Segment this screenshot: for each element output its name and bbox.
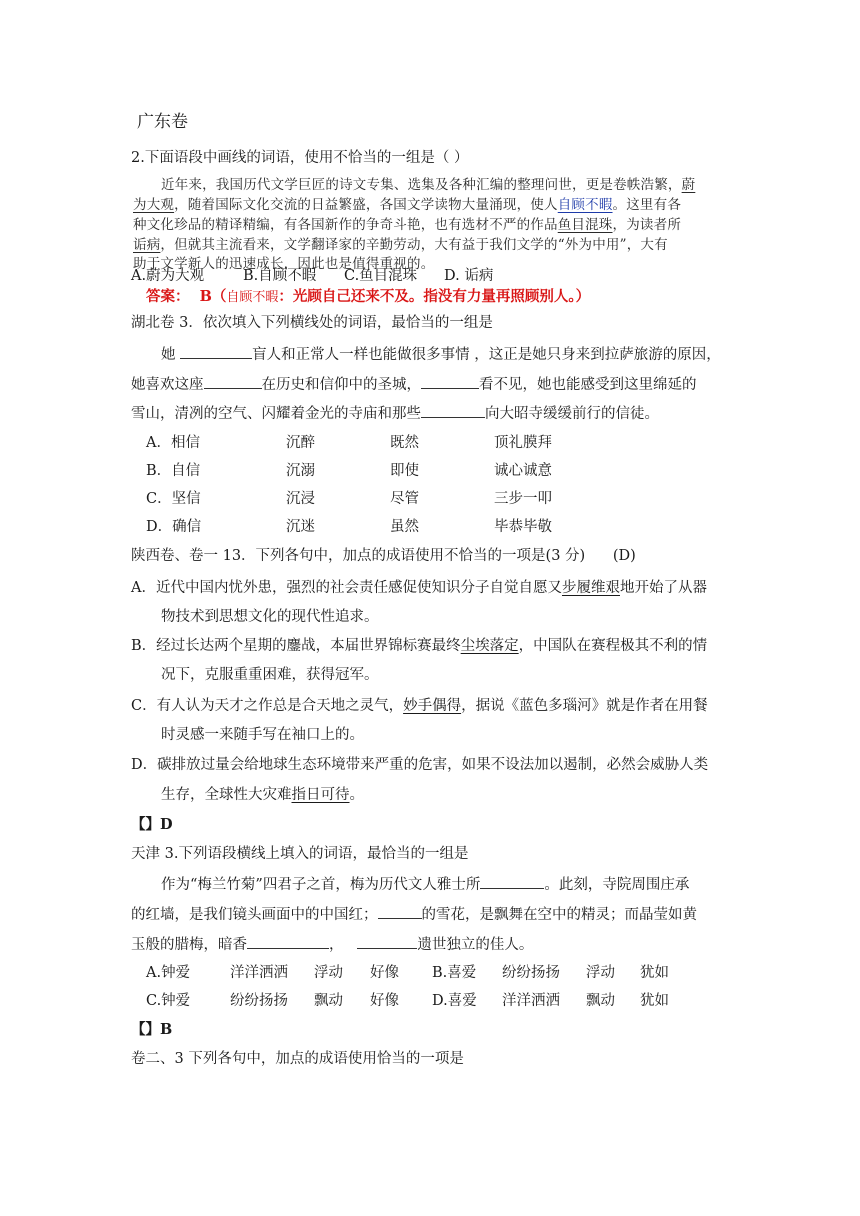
hb-blank-1 [180,344,252,359]
hb-blank-4 [421,403,485,418]
gd-passage-line-3: 种文化珍品的精译精编，有各国新作的争奇斗艳，也有选材不严的作品鱼目混珠，为读者所 [133,217,682,233]
gd-option-b: B.自顾不暇 [243,268,317,284]
gd-passage-line-2: 为大观，随着国际文化交流的日益繁盛，各国文学读物大量涌现，使人自顾不暇。这里有各 [133,197,682,213]
tj-passage-line-2: 的红墙，是我们镜头画面中的中国红； 的雪花，是飘舞在空中的精灵；而晶莹如黄 [131,904,697,925]
hb-option-row-d: D．确信 沉迷 虽然 毕恭毕敬 [146,519,552,535]
gd-question-stem: 2.下面语段中画线的词语，使用不恰当的一组是（ ） [131,150,469,166]
gd-passage-line-4: 诟病，但就其主流看来，文学翻译家的辛勤劳动，大有益于我们文学的“外为中用”，大有 [133,237,668,253]
sx-option-a-line-2: 物技术到思想文化的现代性追求。 [161,609,379,625]
tj-option-row-2: C.钟爱 纷纷扬扬 飘动 好像 D.喜爱 洋洋洒洒 飘动 犹如 [146,993,669,1009]
tj-passage-line-1: 作为“梅兰竹菊”四君子之首，梅为历代文人雅士所 。此刻，寺院周围庄承 [161,874,689,895]
gd-option-d: D. 诟病 [444,268,494,284]
tj-blank-4 [357,934,417,949]
tj-blank-2 [378,904,422,919]
gd-underlined-word: 自顾不暇 [557,197,613,213]
sx-question-stem: 陕西卷、卷一 13．下列各句中，加点的成语使用不恰当的一项是(3 分) (D) [131,548,636,564]
hb-option-row-a: A．相信 沉醉 既然 顶礼膜拜 [146,435,552,451]
sx-option-a-line-1: A．近代中国内忧外患，强烈的社会责任感促使知识分子自觉自愿又步履维艰地开始了从器 [131,580,707,596]
hb-passage-line-2: 她喜欢这座 在历史和信仰中的圣城， 看不见，她也能感受到这里绵延的 [131,374,697,395]
gd-option-a: A.蔚为大观 [131,268,205,284]
tj-option-row-1: A.钟爱 洋洋洒洒 浮动 好像 B.喜爱 纷纷扬扬 浮动 犹如 [146,965,669,981]
sx-option-b-line-2: 况下，克服重重困难，获得冠军。 [161,667,379,683]
sx-option-d-line-2: 生存，全球性大灾难指日可待。 [161,787,364,803]
hb-option-row-c: C．坚信 沉浸 尽管 三步一叩 [146,491,552,507]
gd-passage-line-1: 近年来，我国历代文学巨匠的诗文专集、选集及各种汇编的整理问世，更是卷帙浩繁，蔚 [161,177,696,193]
tj-answer: 【】B [131,1021,173,1038]
tj-passage-line-3: 玉般的腊梅，暗香 ， 遗世独立的佳人。 [131,934,533,955]
hb-option-row-b: B．自信 沉溺 即使 诚心诚意 [146,463,552,479]
hb-passage-line-3: 雪山，清冽的空气、闪耀着金光的寺庙和那些 向大昭寺缓缓前行的信徒。 [131,403,659,424]
sx-option-c-line-2: 时灵感一来随手写在袖口上的。 [161,727,364,743]
hb-passage-line-1: 她 盲人和正常人一样也能做很多事情 ，这正是她只身来到拉萨旅游的原因， [161,344,721,365]
tj-question-stem: 天津 3.下列语段横线上填入的词语，最恰当的一组是 [131,846,469,862]
hb-blank-2 [204,374,262,389]
sx-option-d-line-1: D．碳排放过量会给地球生态环境带来严重的危害，如果不设法加以遏制，必然会威胁人类 [131,757,709,773]
hb-question-stem: 湖北卷 3．依次填入下列横线处的词语，最恰当的一组是 [131,315,493,331]
gd-option-c: C.鱼目混珠 [344,268,418,284]
gd-answer: 答案： B（自顾不暇：光顾自己还来不及。指没有力量再照顾别人。） [146,288,591,305]
gd-passage-line-5: 助于文学新人的迅速成长，因此也是值得重视的。 [133,256,435,272]
tj-blank-1 [480,874,544,889]
tj-blank-3 [247,934,329,949]
sx-option-b-line-1: B．经过长达两个星期的鏖战，本届世界锦标赛最终尘埃落定，中国队在赛程极其不利的情 [131,638,708,654]
sx-answer: 【】D [131,816,173,833]
last-question-stem: 卷二、3 下列各句中，加点的成语使用恰当的一项是 [131,1051,464,1067]
sx-option-c-line-1: C．有人认为天才之作总是合天地之灵气，妙手偶得，据说《蓝色多瑙河》就是作者在用餐 [131,698,708,714]
section-title: 广东卷 [137,112,188,132]
hb-blank-3 [421,374,479,389]
sx-stem-answer: (D) [612,548,636,564]
